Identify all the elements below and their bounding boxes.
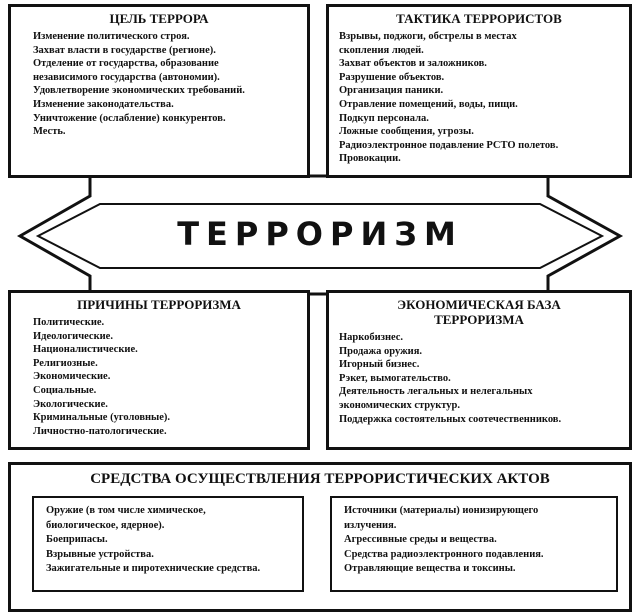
- list-item: Идеологические.: [33, 330, 113, 342]
- means-right-box: [330, 496, 618, 592]
- list-item: экономических структур.: [339, 399, 461, 411]
- list-item: Рэкет, вымогательство.: [339, 372, 451, 384]
- list-item: Взрывные устройства.: [46, 548, 154, 560]
- list-item: излучения.: [344, 519, 397, 531]
- list-item: Разрушение объектов.: [339, 71, 445, 83]
- terrorism-title: ТЕРРОРИЗМ: [177, 215, 463, 253]
- list-item: Социальные.: [33, 384, 97, 396]
- list-item: Отделение от государства, образование: [33, 58, 219, 70]
- list-item: Изменение политического строя.: [33, 31, 190, 42]
- list-item: Удовлетворение экономических требований.: [33, 85, 245, 97]
- economic-title-line2: ТЕРРОРИЗМА: [434, 312, 524, 327]
- list-item: Провокации.: [339, 153, 401, 165]
- list-item: Националистические.: [33, 344, 138, 356]
- list-item: Захват объектов и заложников.: [339, 58, 487, 70]
- list-item: Источники (материалы) ионизирующего: [344, 505, 539, 516]
- list-item: Организация паники.: [339, 85, 444, 97]
- list-item: Религиозные.: [33, 357, 98, 369]
- list-item: Боеприпасы.: [46, 534, 108, 545]
- means-title: СРЕДСТВА ОСУЩЕСТВЛЕНИЯ ТЕРРОРИСТИЧЕСКИХ АКТОВ: [90, 471, 550, 487]
- list-item: Отравление помещений, воды, пищи.: [339, 98, 518, 110]
- causes-list: [11, 316, 307, 438]
- goal-list: [11, 30, 307, 139]
- tactics-list: [329, 30, 629, 166]
- list-item: независимого государства (автономии).: [33, 71, 220, 83]
- list-item: Игорный бизнес.: [339, 359, 420, 371]
- tactics-title: ТАКТИКА ТЕРРОРИСТОВ: [396, 11, 562, 26]
- list-item: Уничтожение (ослабление) конкурентов.: [33, 112, 226, 124]
- list-item: Захват власти в государстве (регионе).: [33, 44, 216, 56]
- causes-title: ПРИЧИНЫ ТЕРРОРИЗМА: [77, 297, 241, 312]
- goal-title: ЦЕЛЬ ТЕРРОРА: [109, 11, 209, 26]
- means-right-list: [344, 504, 610, 577]
- means-left-box: [32, 496, 304, 592]
- list-item: Радиоэлектронное подавление РСТО полетов.: [339, 139, 559, 151]
- causes-box: [8, 290, 310, 450]
- list-item: Наркобизнес.: [339, 332, 404, 343]
- list-item: Экономические.: [33, 371, 111, 383]
- list-item: Личностно-патологические.: [33, 425, 167, 437]
- list-item: Деятельность легальных и нелегальных: [339, 386, 533, 398]
- goal-box: [8, 4, 310, 178]
- list-item: Поддержка состоятельных соотечественников.: [339, 413, 562, 425]
- list-item: Продажа оружия.: [339, 345, 423, 357]
- list-item: Средства радиоэлектронного подавления.: [344, 548, 544, 560]
- list-item: Оружие (в том числе химическое,: [46, 505, 206, 516]
- means-left-list: [46, 504, 296, 577]
- list-item: Криминальные (уголовные).: [33, 412, 171, 424]
- list-item: Зажигательные и пиротехнические средства.: [46, 563, 261, 574]
- list-item: Политические.: [33, 317, 105, 328]
- list-item: Изменение законодательства.: [33, 98, 174, 110]
- list-item: Агрессивные среды и вещества.: [344, 534, 497, 545]
- economic-base-title: [329, 297, 629, 327]
- list-item: скопления людей.: [339, 44, 424, 56]
- economic-title-line1: ЭКОНОМИЧЕСКАЯ БАЗА: [397, 297, 561, 312]
- list-item: Месть.: [33, 126, 66, 138]
- list-item: Взрывы, поджоги, обстрелы в местах: [339, 31, 517, 42]
- list-item: биологическое, ядерное).: [46, 519, 165, 531]
- list-item: Отравляющие вещества и токсины.: [344, 563, 516, 574]
- economic-base-box: [326, 290, 632, 450]
- list-item: Ложные сообщения, угрозы.: [339, 126, 474, 138]
- list-item: Экологические.: [33, 398, 108, 410]
- economic-list: [329, 331, 629, 426]
- tactics-box: [326, 4, 632, 178]
- list-item: Подкуп персонала.: [339, 112, 429, 124]
